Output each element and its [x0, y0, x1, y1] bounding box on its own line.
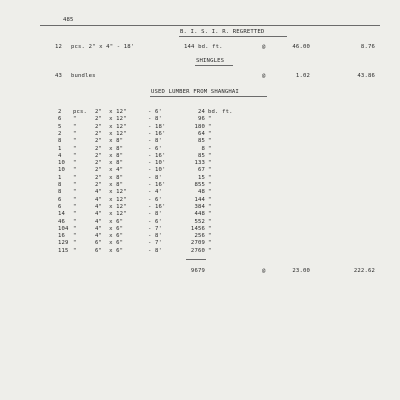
row-length: - 8': [148, 233, 163, 240]
shingles-at: @: [262, 73, 266, 79]
shingles-qty: 43: [55, 73, 63, 79]
used-lumber-underline: [150, 96, 267, 97]
total-amount: 222.62: [353, 268, 375, 274]
bis-rate: 46.00: [292, 44, 310, 50]
row-length: - 16': [148, 130, 166, 137]
row-qty: 8: [58, 182, 62, 188]
row-qty: 115: [58, 247, 69, 254]
page-number: 485: [63, 17, 74, 23]
row-unit: ": [73, 130, 77, 137]
row-length: - 10': [148, 160, 166, 167]
row-dimension: 2" x 8": [95, 160, 124, 167]
shingles-desc: bundles: [71, 73, 96, 79]
row-length: - 8': [148, 116, 163, 123]
row-unit-label: ": [208, 152, 212, 159]
row-board-feet: 2760: [190, 247, 205, 254]
row-unit-label: ": [208, 130, 212, 137]
row-unit: ": [73, 233, 77, 240]
row-unit: ": [73, 145, 77, 152]
row-qty: 5: [58, 123, 62, 130]
total-rate: 23.00: [292, 268, 310, 274]
row-board-feet: 15: [197, 174, 205, 181]
bis-desc: pcs. 2" x 4" - 18': [71, 44, 135, 50]
row-board-feet: 2709: [190, 240, 205, 247]
row-unit-label: ": [208, 123, 212, 130]
row-dimension: 2" x 8": [95, 182, 124, 188]
row-board-feet: 133: [194, 160, 205, 167]
row-dimension: 2" x 4": [95, 167, 124, 174]
row-unit: ": [73, 174, 77, 181]
row-unit-label: bd. ft.: [208, 109, 233, 115]
row-unit-label: ": [208, 145, 212, 152]
row-unit-label: ": [208, 182, 212, 188]
row-board-feet: 8: [201, 145, 205, 152]
row-qty: 129: [58, 240, 69, 247]
row-board-feet: 180: [194, 123, 205, 130]
row-board-feet: 384: [194, 203, 205, 210]
row-dimension: 4" x 12": [95, 196, 127, 203]
total-rule: [186, 259, 206, 260]
row-board-feet: 552: [194, 218, 205, 225]
row-dimension: 4" x 12": [95, 203, 127, 210]
row-dimension: 6" x 6": [95, 240, 124, 247]
row-length: - 10': [148, 167, 166, 174]
row-unit: ": [73, 225, 77, 232]
row-unit-label: ": [208, 160, 212, 167]
row-unit-label: ": [208, 196, 212, 203]
row-qty: 4: [58, 152, 62, 159]
section-title-shingles: SHINGLES: [196, 58, 225, 64]
row-unit: ": [73, 211, 77, 218]
row-board-feet: 85: [197, 138, 205, 145]
row-board-feet: 48: [197, 189, 205, 196]
row-dimension: 4" x 12": [95, 189, 127, 196]
total-ft: 9679: [190, 268, 205, 274]
row-qty: 16: [58, 233, 66, 240]
shingles-underline: [195, 65, 233, 66]
row-unit: ": [73, 167, 77, 174]
row-qty: 14: [58, 211, 66, 218]
row-unit-label: ": [208, 138, 212, 145]
row-length: - 16': [148, 152, 166, 159]
row-qty: 6: [58, 203, 62, 210]
row-unit: ": [73, 203, 77, 210]
row-unit: ": [73, 240, 77, 247]
row-length: - 8': [148, 174, 163, 181]
row-unit-label: ": [208, 225, 212, 232]
row-qty: 104: [58, 225, 69, 232]
row-unit: ": [73, 160, 77, 167]
row-unit-label: ": [208, 211, 212, 218]
row-qty: 46: [58, 218, 66, 225]
row-unit: ": [73, 123, 77, 130]
row-qty: 6: [58, 196, 62, 203]
row-length: - 6': [148, 145, 163, 152]
row-length: - 7': [148, 240, 163, 247]
row-dimension: 6" x 6": [95, 247, 124, 254]
row-qty: 2: [58, 130, 62, 137]
row-length: - 16': [148, 182, 166, 188]
row-qty: 6: [58, 116, 62, 123]
top-rule: [40, 25, 380, 26]
total-at: @: [262, 268, 266, 274]
row-unit-label: ": [208, 189, 212, 196]
row-dimension: 2" x 8": [95, 174, 124, 181]
row-dimension: 2" x 8": [95, 152, 124, 159]
row-unit-label: ": [208, 203, 212, 210]
row-unit: ": [73, 182, 77, 188]
row-unit-label: ": [208, 218, 212, 225]
row-dimension: 2" x 8": [95, 138, 124, 145]
row-unit: ": [73, 116, 77, 123]
row-unit: ": [73, 189, 77, 196]
bis-amount: 8.76: [360, 44, 375, 50]
row-length: - 6': [148, 218, 163, 225]
shingles-amount: 43.86: [357, 73, 375, 79]
row-qty: 8: [58, 189, 62, 196]
row-board-feet: 64: [197, 130, 205, 137]
row-dimension: 4" x 6": [95, 218, 124, 225]
row-length: - 6': [148, 196, 163, 203]
row-qty: 1: [58, 174, 62, 181]
row-dimension: 2" x 8": [95, 145, 124, 152]
shingles-rate: 1.02: [295, 73, 310, 79]
row-unit-label: ": [208, 174, 212, 181]
row-length: - 4': [148, 189, 163, 196]
row-length: - 6': [148, 109, 163, 115]
row-unit-label: ": [208, 240, 212, 247]
row-qty: 8: [58, 138, 62, 145]
row-board-feet: 855: [194, 182, 205, 188]
row-qty: 1: [58, 145, 62, 152]
row-qty: 10: [58, 160, 66, 167]
bis-qty: 12: [55, 44, 63, 50]
row-unit-label: ": [208, 247, 212, 254]
row-length: - 8': [148, 138, 163, 145]
row-length: - 8': [148, 247, 163, 254]
row-board-feet: 1456: [190, 225, 205, 232]
row-dimension: 2" x 12": [95, 109, 127, 115]
section-title-used-lumber: USED LUMBER FROM SHANGHAI: [151, 89, 239, 95]
row-unit: pcs.: [73, 109, 88, 115]
row-dimension: 2" x 12": [95, 123, 127, 130]
bis-at: @: [262, 44, 266, 50]
bis-underline: [179, 36, 287, 37]
row-unit-label: ": [208, 116, 212, 123]
row-unit-label: ": [208, 167, 212, 174]
row-board-feet: 256: [194, 233, 205, 240]
row-board-feet: 96: [197, 116, 205, 123]
row-board-feet: 85: [197, 152, 205, 159]
row-qty: 2: [58, 109, 62, 115]
row-unit-label: ": [208, 233, 212, 240]
row-qty: 10: [58, 167, 66, 174]
row-length: - 16': [148, 203, 166, 210]
row-dimension: 4" x 12": [95, 211, 127, 218]
row-board-feet: 24: [197, 109, 205, 115]
row-board-feet: 144: [194, 196, 205, 203]
row-dimension: 4" x 6": [95, 233, 124, 240]
row-dimension: 4" x 6": [95, 225, 124, 232]
row-unit: ": [73, 196, 77, 203]
row-unit: ": [73, 247, 77, 254]
bis-size: 144 bd. ft.: [184, 44, 223, 50]
row-unit: ": [73, 218, 77, 225]
row-board-feet: 67: [197, 167, 205, 174]
row-board-feet: 448: [194, 211, 205, 218]
row-length: - 7': [148, 225, 163, 232]
row-unit: ": [73, 138, 77, 145]
row-unit: ": [73, 152, 77, 159]
row-dimension: 2" x 12": [95, 130, 127, 137]
row-length: - 18': [148, 123, 166, 130]
section-title-bis: B. I. S. I. R. REGRETTED: [180, 29, 265, 35]
row-dimension: 2" x 12": [95, 116, 127, 123]
row-length: - 8': [148, 211, 163, 218]
